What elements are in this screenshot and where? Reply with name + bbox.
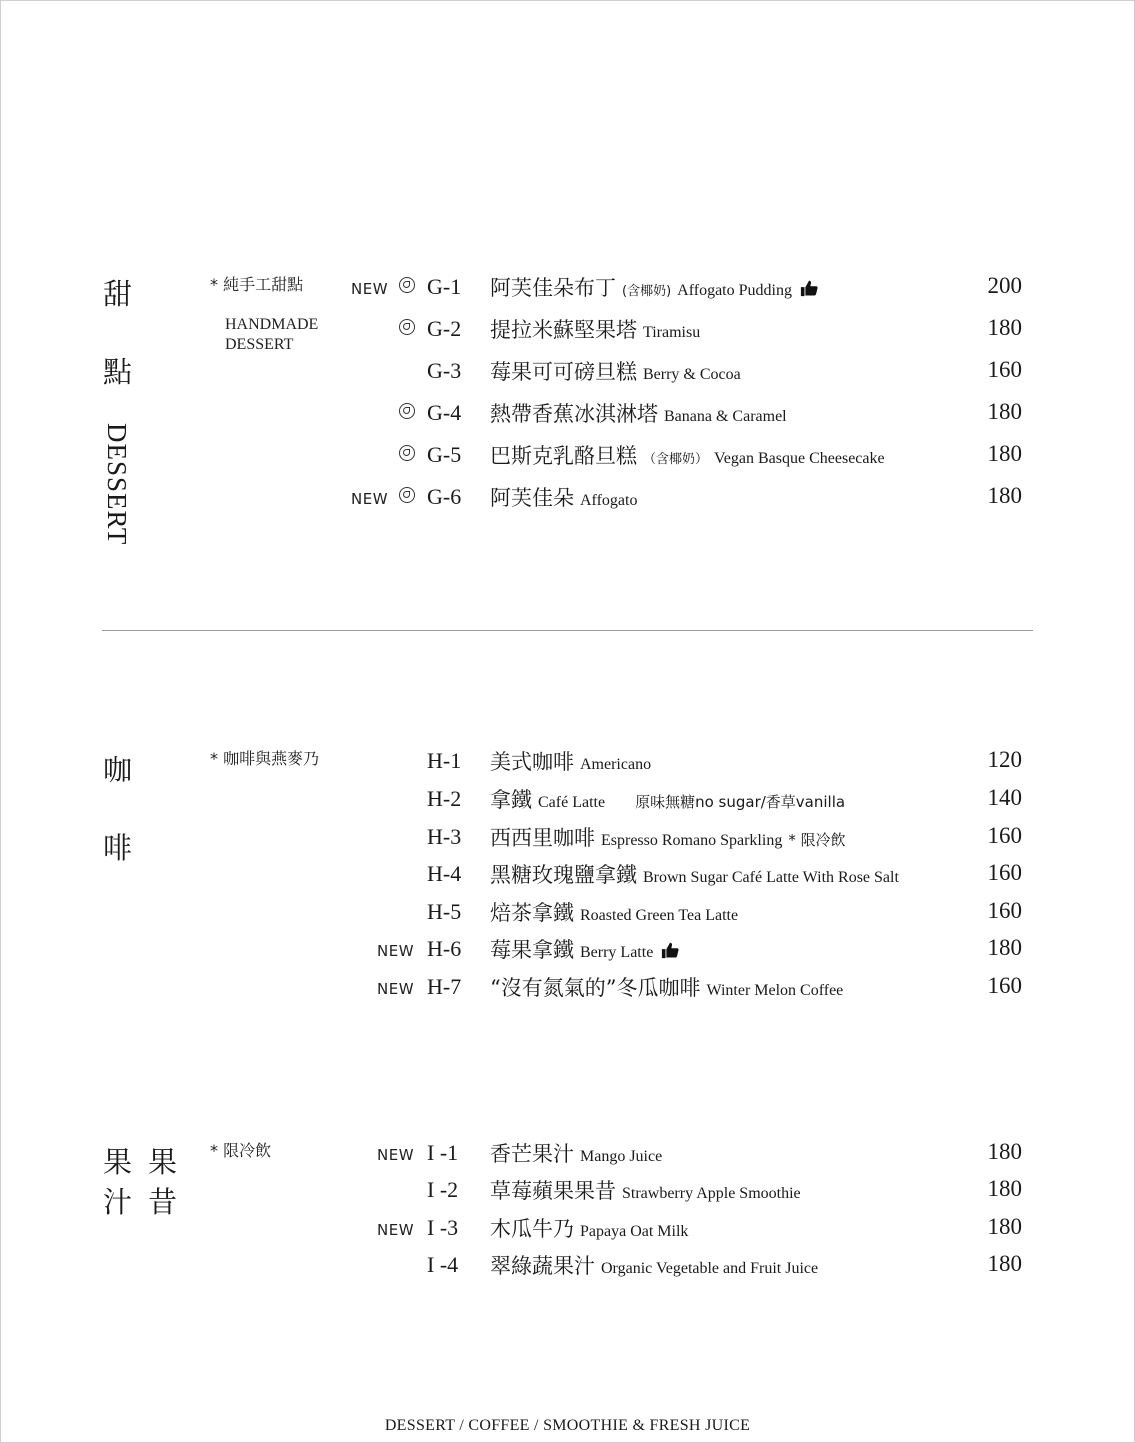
vegan-icon	[399, 403, 415, 419]
vegan-icon	[399, 445, 415, 461]
item-name-en: Affogato	[580, 492, 638, 509]
item-price: 180	[987, 1214, 1022, 1239]
item-extra: 原味無糖no sugar/香草vanilla	[635, 793, 846, 811]
item-name-zh: 莓果拿鐵	[490, 938, 574, 962]
item-name	[490, 746, 651, 776]
item-price: 160	[987, 973, 1022, 998]
new-badge: NEW	[377, 942, 415, 960]
item-name-en: Tiramisu	[643, 324, 701, 341]
footer-nav: DESSERT / COFFEE / SMOOTHIE & FRESH JUICE	[384, 1417, 751, 1434]
item-name-zh: 翠綠蔬果汁	[490, 1254, 595, 1278]
menu-item-row	[0, 934, 1135, 964]
item-name-zh: 熱帶香蕉冰淇淋塔	[490, 402, 658, 426]
item-price: 160	[987, 357, 1022, 382]
item-code: G-3	[427, 358, 462, 383]
item-price: 180	[987, 935, 1022, 960]
menu-item-row	[0, 356, 1135, 386]
item-code: I -4	[427, 1252, 459, 1277]
menu-item-row	[0, 482, 1135, 512]
item-code: H-1	[427, 748, 462, 773]
new-badge: NEW	[351, 280, 389, 298]
juice-note: * 限冷飲	[210, 1141, 272, 1160]
juice-title-char-4: 昔	[148, 1185, 178, 1219]
item-code: I -1	[427, 1140, 459, 1165]
item-name-en: Organic Vegetable and Fruit Juice	[601, 1260, 819, 1277]
item-name-zh: 美式咖啡	[490, 750, 574, 774]
item-name-en: Banana & Caramel	[664, 408, 787, 425]
item-code: H-5	[427, 899, 462, 924]
menu-item-row	[0, 972, 1135, 1002]
item-name-zh: “沒有氮氣的”冬瓜咖啡	[490, 976, 701, 1000]
item-price: 180	[987, 315, 1022, 340]
dessert-title-char-2: 點	[103, 355, 133, 389]
new-badge: NEW	[377, 1146, 415, 1164]
item-name-en: Vegan Basque Cheesecake	[714, 450, 885, 467]
item-code: H-4	[427, 861, 462, 886]
item-name	[490, 1138, 662, 1168]
vegan-icon	[399, 319, 415, 335]
item-name-zh: 莓果可可磅旦糕	[490, 360, 637, 384]
item-name-en: Papaya Oat Milk	[580, 1223, 689, 1240]
item-name-en: Strawberry Apple Smoothie	[622, 1185, 801, 1202]
item-code: G-1	[427, 274, 462, 299]
item-name	[490, 1175, 801, 1205]
juice-title-char-1: 果	[103, 1145, 133, 1179]
menu-item-row	[0, 822, 1135, 852]
item-name	[490, 859, 899, 889]
menu-item-row	[0, 314, 1135, 344]
item-name	[490, 440, 885, 470]
juice-title-char-2: 果	[148, 1145, 178, 1179]
item-name-zh: 黑糖玫瑰鹽拿鐵	[490, 863, 637, 887]
item-code: G-4	[427, 400, 462, 425]
item-price: 160	[987, 860, 1022, 885]
item-extra: * 限冷飲	[788, 831, 846, 849]
item-name-zh: 提拉米蘇堅果塔	[490, 318, 637, 342]
item-name-en: Americano	[580, 756, 652, 773]
dessert-note-en-1: HANDMADE	[225, 316, 319, 333]
item-name-zh: 木瓜牛乃	[490, 1217, 574, 1241]
item-code: H-2	[427, 786, 462, 811]
new-badge: NEW	[351, 490, 389, 508]
thumbs-up-icon	[661, 941, 679, 959]
item-price: 180	[987, 399, 1022, 424]
item-name	[490, 314, 700, 344]
item-name-en: Espresso Romano Sparkling	[601, 832, 783, 849]
item-name-en: Affogato Pudding	[677, 282, 792, 299]
item-note-zh: (含椰奶)	[622, 284, 672, 299]
coffee-note: * 咖啡與燕麥乃	[210, 749, 320, 768]
item-code: I -2	[427, 1177, 459, 1202]
new-badge: NEW	[377, 980, 415, 998]
item-price: 140	[987, 785, 1022, 810]
juice-title-char-3: 汁	[103, 1185, 133, 1219]
coffee-title-char-2: 啡	[103, 831, 133, 865]
dessert-note-en-2: DESSERT	[225, 336, 294, 353]
item-name	[490, 822, 846, 852]
dessert-title-en: DESSERT	[102, 423, 132, 546]
menu-item-row	[0, 1213, 1135, 1243]
menu-item-row	[0, 1138, 1135, 1168]
item-name	[490, 398, 787, 428]
item-code: I -3	[427, 1215, 459, 1240]
section-divider	[102, 630, 1033, 631]
item-name-zh: 草莓蘋果果昔	[490, 1179, 616, 1203]
item-price: 160	[987, 823, 1022, 848]
menu-item-row	[0, 859, 1135, 889]
item-code: G-5	[427, 442, 462, 467]
menu-item-row	[0, 1175, 1135, 1205]
item-code: G-6	[427, 484, 462, 509]
item-name	[490, 897, 738, 927]
item-name-zh: 拿鐵	[490, 788, 532, 812]
item-name-en: Roasted Green Tea Latte	[580, 907, 739, 924]
item-price: 180	[987, 1251, 1022, 1276]
menu-item-row	[0, 784, 1135, 814]
item-name-zh: 西西里咖啡	[490, 826, 595, 850]
item-name	[490, 1250, 818, 1280]
item-name-en: Berry & Cocoa	[643, 366, 741, 383]
item-name	[490, 272, 818, 302]
item-name	[490, 356, 741, 386]
item-name	[490, 784, 845, 814]
item-name-en: Winter Melon Coffee	[706, 982, 844, 999]
item-price: 160	[987, 898, 1022, 923]
item-price: 180	[987, 441, 1022, 466]
new-badge: NEW	[377, 1221, 415, 1239]
item-name	[490, 482, 637, 512]
item-code: H-3	[427, 824, 462, 849]
item-price: 180	[987, 483, 1022, 508]
vegan-icon	[399, 487, 415, 503]
item-code: G-2	[427, 316, 462, 341]
item-price: 180	[987, 1176, 1022, 1201]
item-price: 120	[987, 747, 1022, 772]
menu-item-row	[0, 272, 1135, 302]
item-name-zh: 香芒果汁	[490, 1142, 574, 1166]
item-note-zh: （含椰奶）	[643, 452, 709, 467]
item-name-zh: 焙茶拿鐵	[490, 901, 574, 925]
item-name-en: Brown Sugar Café Latte With Rose Salt	[643, 869, 899, 886]
item-price: 180	[987, 1139, 1022, 1164]
item-name-en: Café Latte	[538, 794, 606, 811]
dessert-note: * 純手工甜點	[210, 275, 304, 294]
item-name	[490, 1213, 688, 1243]
menu-item-row	[0, 440, 1135, 470]
menu-item-row	[0, 398, 1135, 428]
item-name-en: Berry Latte	[580, 944, 654, 961]
vegan-icon	[399, 277, 415, 293]
thumbs-up-icon	[800, 279, 818, 297]
item-name-zh: 巴斯克乳酪旦糕	[490, 444, 637, 468]
menu-item-row	[0, 897, 1135, 927]
item-price: 200	[987, 273, 1022, 298]
item-name	[490, 972, 843, 1002]
dessert-title-char-1: 甜	[103, 277, 133, 311]
item-name-zh: 阿芙佳朵	[490, 486, 574, 510]
item-code: H-7	[427, 974, 462, 999]
item-code: H-6	[427, 936, 462, 961]
coffee-title-char-1: 咖	[103, 753, 133, 787]
menu-item-row	[0, 1250, 1135, 1280]
menu-item-row	[0, 746, 1135, 776]
item-name-zh: 阿芙佳朵布丁	[490, 276, 616, 300]
item-name	[490, 934, 679, 964]
item-name-en: Mango Juice	[580, 1148, 663, 1165]
